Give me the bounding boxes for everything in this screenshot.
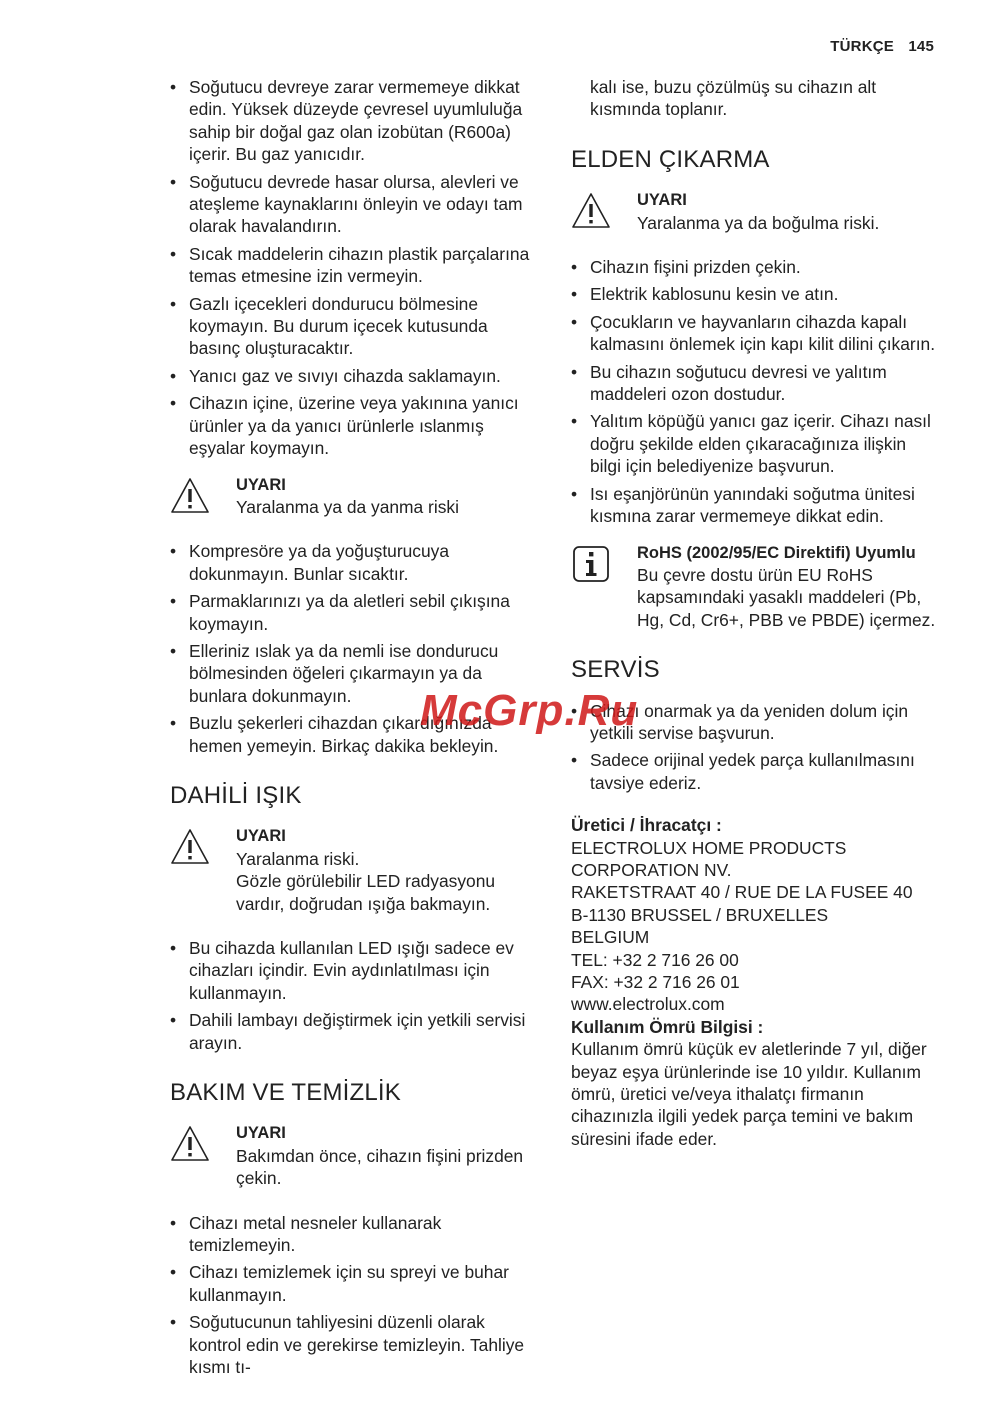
warning-text: Yaralanma riski. [236, 848, 360, 869]
address-line: ELECTROLUX HOME PRODUCTS [571, 837, 847, 858]
lifetime-text: Kullanım ömrü küçük ev aletlerinde 7 yıl, diğer beyaz eşya ürünlerinde ise 10 yıldır. Kullanım ömrü, üretici ve/veya ithalatçı firmanın cihazınızla ilgili yedek parça temini ve bakım süresini ifade eder. [571, 1039, 927, 1149]
warning-heading: UYARI [236, 475, 286, 494]
list-item: • Gazlı içecekleri dondurucu bölmesine koymayın. Bu durum içecek kutusunda basınç oluşturacaktır. [170, 293, 536, 360]
list-item: • Yanıcı gaz ve sıvıyı cihazda saklamayın. [170, 365, 536, 387]
phone: TEL: +32 2 716 26 00 [571, 949, 739, 970]
section-title-service: SERVİS [571, 656, 660, 684]
warning-text: Gözle görülebilir LED radyasyonu vardır, doğrudan ışığa bakmayın. [236, 871, 496, 914]
list-item: • Parmaklarınızı ya da aletleri sebil çıkışına koymayın. [170, 590, 536, 635]
address-line: RAKETSTRAAT 40 / RUE DE LA FUSEE 40 [571, 882, 913, 903]
address-line: BELGIUM [571, 927, 650, 948]
list-item: • Buzlu şekerleri cihazdan çıkardığınızda hemen yemeyin. Birkaç dakika bekleyin. [170, 712, 536, 757]
warning-text: Yaralanma ya da yanma riski [236, 496, 459, 517]
warning-disposal [571, 189, 941, 234]
warning-triangle-icon [571, 191, 611, 231]
list-item: • Sıcak maddelerin cihazın plastik parçalarına temas etmesine izin vermeyin. [170, 243, 536, 288]
list-item: • Bu cihazın soğutucu devresi ve yalıtım maddeleri ozon dostudur. [571, 361, 941, 406]
warning-heading: UYARI [236, 1124, 286, 1143]
list-item: • Cihazın içine, üzerine veya yakınına yanıcı ürünler ya da yanıcı ürünlerle ıslanmış eşyalar koymayın. [170, 392, 536, 459]
list-item: • Soğutucu devreye zarar vermemeye dikkat edin. Yüksek düzeyde çevresel uyumluluğa sahip bir doğal gaz olan izobütan (R600a) içerir. Bu gaz yanıcıdır. [170, 76, 536, 166]
right-column [571, 76, 941, 1150]
continuation-text: kalı ise, buzu çözülmüş su cihazın alt kısmında toplanır. [590, 77, 877, 120]
warning-text: Yaralanma ya da boğulma riski. [637, 212, 880, 233]
list-item: • Bu cihazda kullanılan LED ışığı sadece ev cihazları içindir. Evin aydınlatılması için kullanmayın. [170, 937, 536, 1004]
list-item: • Cihazın fişini prizden çekin. [571, 256, 941, 278]
page-number: 145 [908, 38, 934, 55]
info-rohs [571, 542, 941, 632]
care-bullets [170, 1212, 536, 1379]
section-title-care: BAKIM VE TEMİZLİK [170, 1079, 402, 1107]
warning-heading: UYARI [637, 191, 687, 210]
list-item: • Çocukların ve hayvanların cihazda kapalı kalmasını önlemek için kapı kilit dilini çıkarın. [571, 311, 941, 356]
info-heading: RoHS (2002/95/EC Direktifi) Uyumlu [637, 543, 916, 562]
list-item: • Cihazı onarmak ya da yeniden dolum için yetkili servise başvurun. [571, 700, 941, 745]
warning-text: Bakımdan önce, cihazın fişini prizden çekin. [236, 1145, 524, 1189]
disposal-bullets [571, 256, 941, 527]
warning-triangle-icon [170, 476, 210, 516]
warning-care [170, 1122, 536, 1189]
header-language: TÜRKÇE [830, 38, 894, 55]
list-item: • Soğutucunun tahliyesini düzenli olarak kontrol edin ve gerekirse temizleyin. Tahliye kısmı tı- [170, 1311, 536, 1378]
manufacturer-block [571, 814, 941, 1150]
watermark: McGrp.Ru [420, 686, 639, 735]
info-text: Bu çevre dostu ürün EU RoHS kapsamındaki yasaklı maddeleri (Pb, Hg, Cd, Cr6+, PBB ve PBDE) içermez. [637, 564, 936, 630]
list-item: • Soğutucu devrede hasar olursa, alevleri ve ateşleme kaynaklarını önleyin ve odayı tam olarak havalandırın. [170, 171, 536, 238]
list-item: • Isı eşanjörünün yanındaki soğutma ünitesi kısmına zarar vermemeye dikkat edin. [571, 483, 941, 528]
internal-light-bullets [170, 937, 536, 1054]
website: www.electrolux.com [571, 994, 725, 1015]
page-header [820, 38, 934, 55]
warning-burn [170, 474, 536, 519]
fax: FAX: +32 2 716 26 01 [571, 972, 740, 992]
manufacturer-label: Üretici / İhracatçı : [571, 815, 722, 836]
warning-heading: UYARI [236, 827, 286, 846]
warning-led [170, 825, 536, 915]
list-item: • Yalıtım köpüğü yanıcı gaz içerir. Cihazı nasıl doğru şekilde elden çıkaracağınıza ilişkin bilgi için belediyenize başvurun. [571, 410, 941, 477]
lifetime-label: Kullanım Ömrü Bilgisi : [571, 1016, 764, 1037]
info-icon [571, 544, 611, 584]
list-item: • Elleriniz ıslak ya da nemli ise dondurucu bölmesinden öğeleri çıkarmayın ya da bunlara dokunmayın. [170, 640, 536, 707]
list-item: • Kompresöre ya da yoğuşturucuya dokunmayın. Bunlar sıcaktır. [170, 540, 536, 585]
address-line: B-1130 BRUSSEL / BRUXELLES [571, 904, 829, 925]
list-item: • Cihazı temizlemek için su spreyi ve buhar kullanmayın. [170, 1261, 536, 1306]
list-item: • Sadece orijinal yedek parça kullanılmasını tavsiye ederiz. [571, 749, 941, 794]
warning-triangle-icon [170, 827, 210, 867]
section-title-internal-light: DAHİLİ IŞIK [170, 781, 302, 809]
list-item: • Cihazı metal nesneler kullanarak temizlemeyin. [170, 1212, 536, 1257]
address-line: CORPORATION NV. [571, 859, 732, 880]
section-title-disposal: ELDEN ÇIKARMA [571, 145, 770, 173]
warning-triangle-icon [170, 1124, 210, 1164]
intro-bullets [170, 76, 536, 460]
list-item: • Elektrik kablosunu kesin ve atın. [571, 283, 941, 305]
list-item: • Dahili lambayı değiştirmek için yetkili servisi arayın. [170, 1009, 536, 1054]
